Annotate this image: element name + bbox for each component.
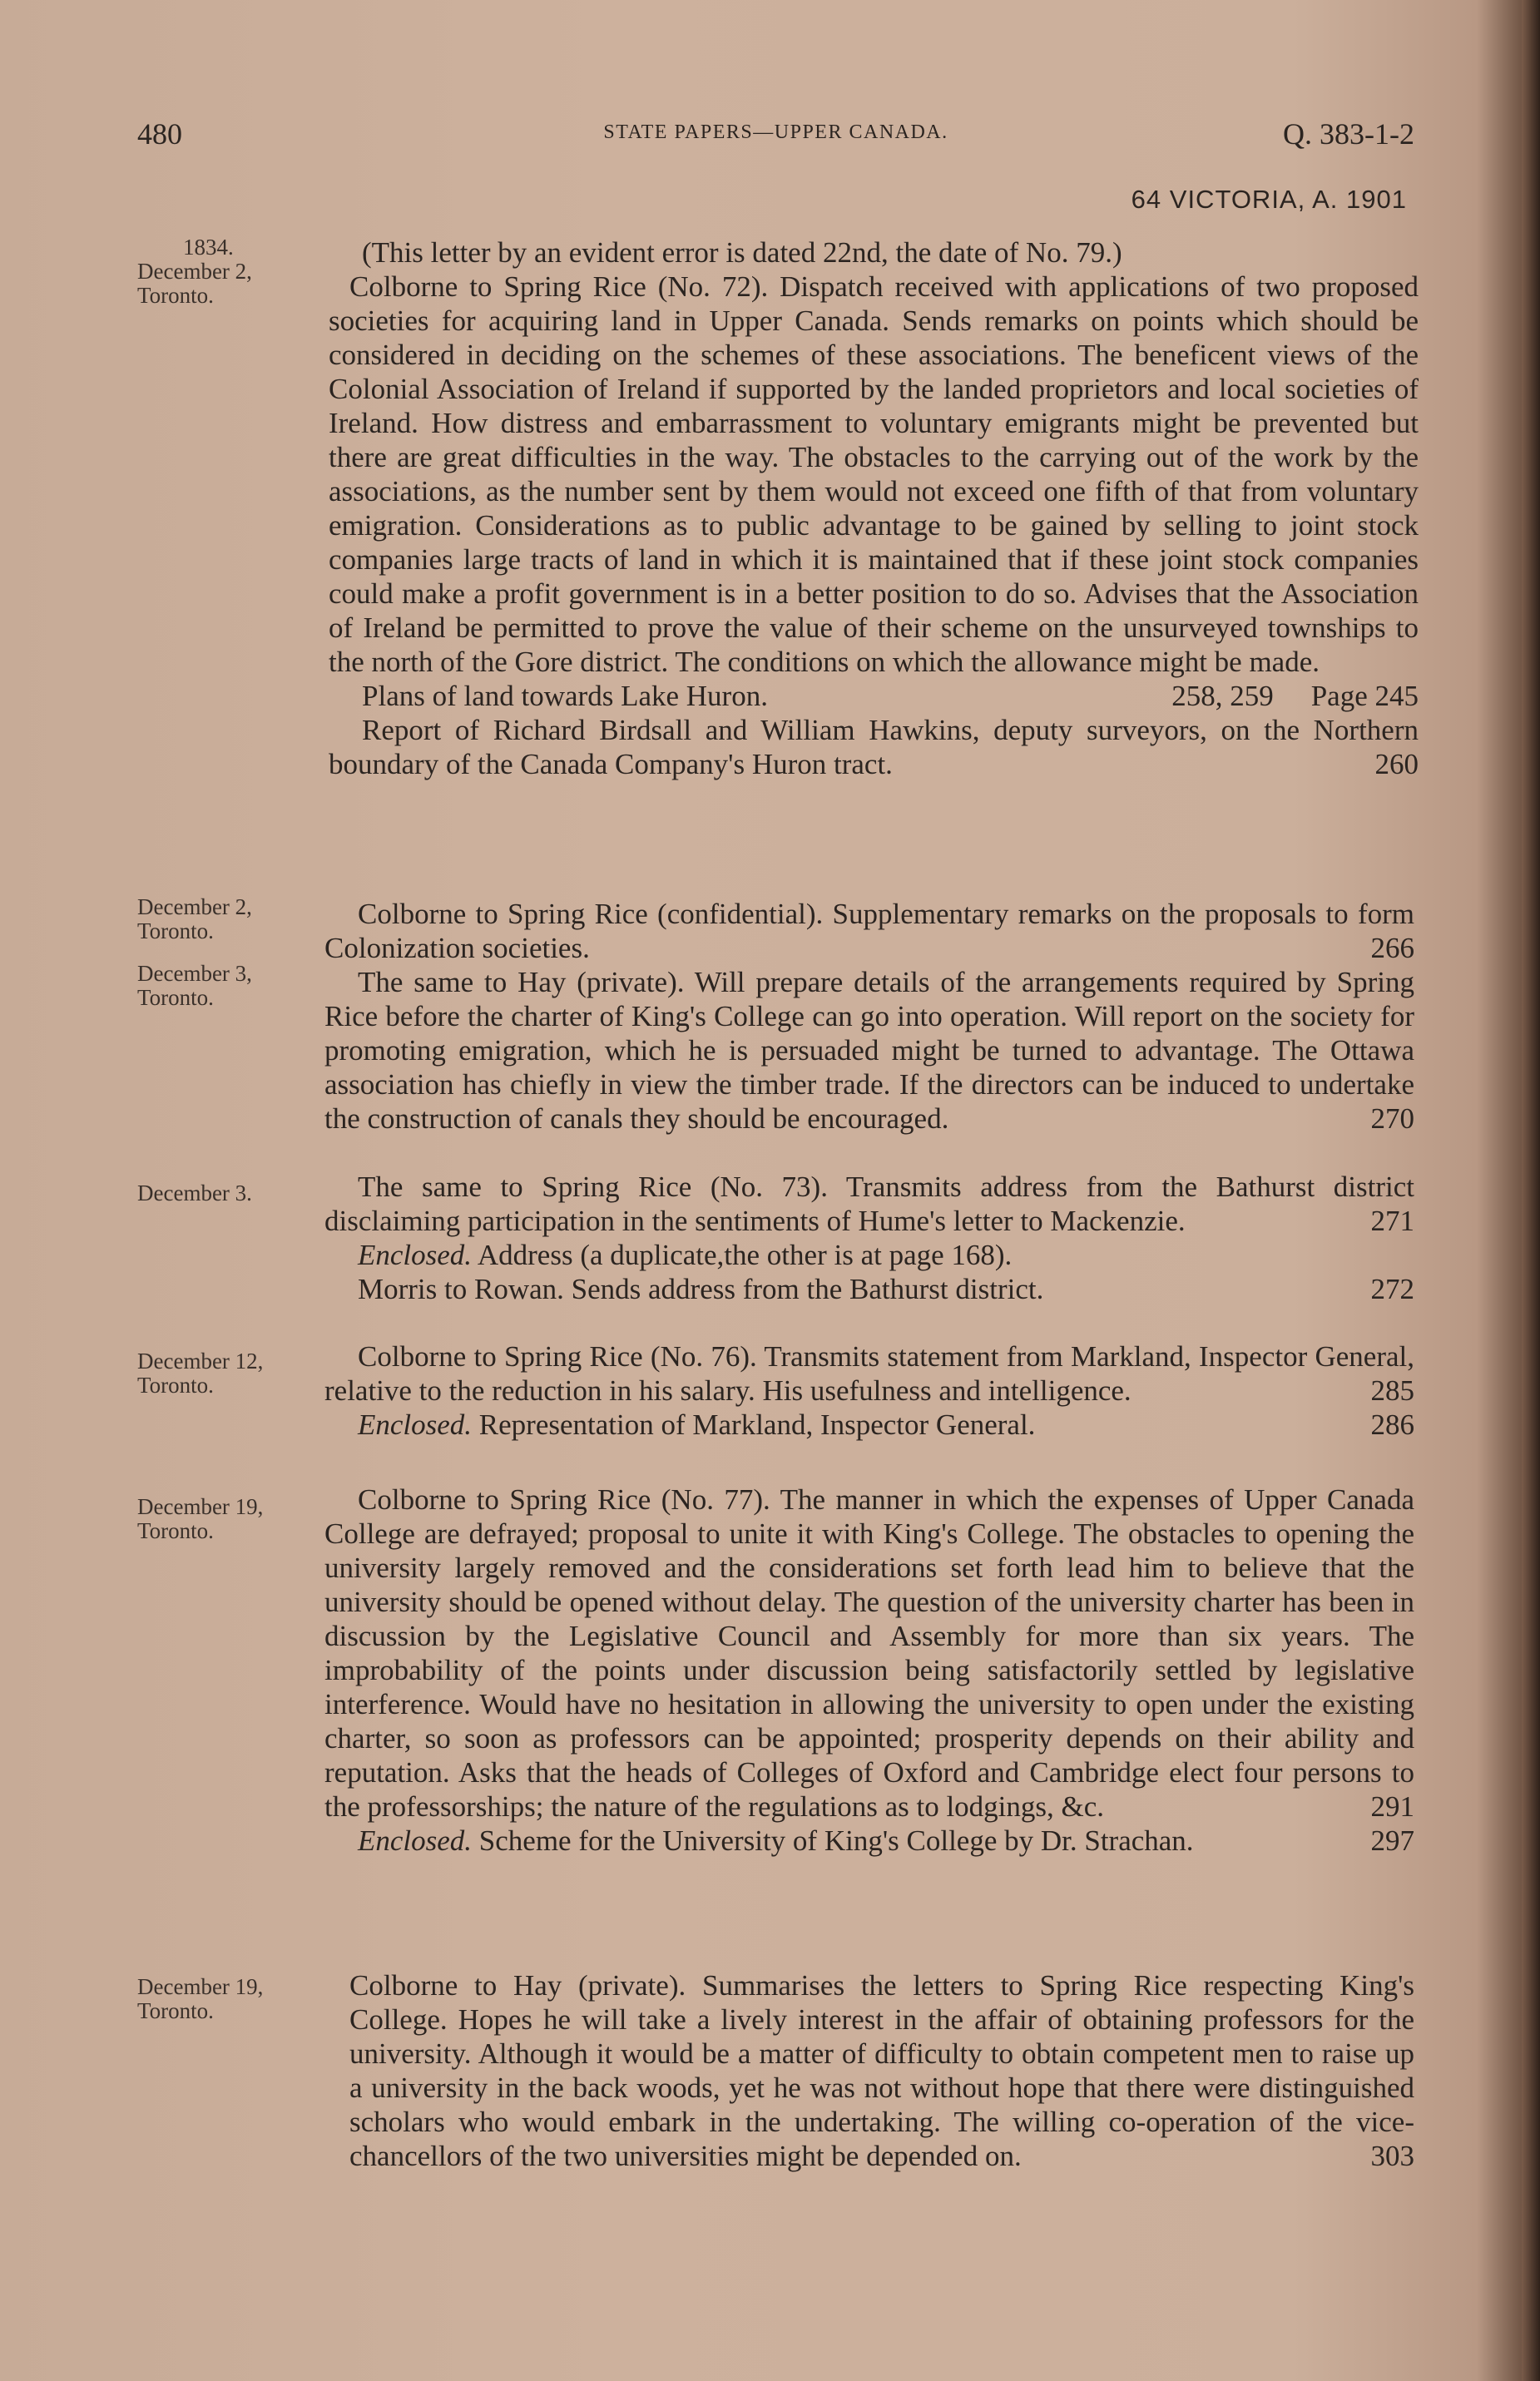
paragraph: Plans of land towards Lake Huron. 258, 259 xyxy=(362,680,1274,712)
page-reference: 271 xyxy=(1370,1205,1414,1237)
page-edge-shadow xyxy=(1522,0,1540,2381)
paragraph: Enclosed. Representation of Markland, Inspector General. 286 xyxy=(358,1408,1414,1441)
margin-date: December 2, Toronto. xyxy=(137,894,252,943)
paragraph: Colborne to Spring Rice (No. 77). The manner in which the expenses of Upper Canada College are defrayed; proposal to unite it with King's College. The obstacles to opening the university largely removed and the considerations set forth lead him to believe that the university should be opened without delay. The question of the university charter has been in discussion by the Legislative Council and Assembly for more than six years. The improbability of the points under discussion being satisfactorily settled by legislative interference. Would have no hesitation in allowing the university to open under the existing charter, so soon as professors can be appointed; prosperity depends on their ability and reputation. Asks that the heads of Colleges of Oxford and Cambridge elect four persons to the professorships; the nature of the regulations as to lodgings, &c. 291 xyxy=(324,1483,1414,1823)
paragraph: (This letter by an evident error is dated 22nd, the date of No. 79.) xyxy=(362,236,1122,269)
calendar-entry xyxy=(324,965,1414,1136)
reference-code: Q. 383-1-2 xyxy=(1283,117,1414,151)
paragraph: The same to Spring Rice (No. 73). Transmits address from the Bathurst district disclaiming participation in the sentiments of Hume's letter to Mackenzie. 271 xyxy=(324,1171,1414,1237)
paragraph: Colborne to Spring Rice (confidential). Supplementary remarks on the proposals to form Colonization societies. 266 xyxy=(324,898,1414,964)
margin-date: December 19, Toronto. xyxy=(137,1494,264,1543)
paragraph: Colborne to Spring Rice (No. 76). Transmits statement from Markland, Inspector General, relative to the reduction in his salary. His usefulness and intelligence. 285 xyxy=(324,1340,1414,1407)
calendar-entry xyxy=(324,1968,1414,2173)
paragraph: Morris to Rowan. Sends address from the Bathurst district. 272 xyxy=(358,1273,1414,1305)
page-number: 480 xyxy=(137,117,182,151)
margin-date: December 12, Toronto. xyxy=(137,1349,264,1398)
running-title: STATE PAPERS—UPPER CANADA. xyxy=(603,121,948,143)
page-reference: 297 xyxy=(1370,1824,1414,1857)
enclosed-label: Enclosed. xyxy=(358,1408,473,1441)
calendar-entry xyxy=(324,1483,1414,1858)
page-reference: 260 xyxy=(1374,748,1419,780)
volume-subheader: 64 VICTORIA, A. 1901 xyxy=(1131,185,1407,214)
paragraph: The same to Hay (private). Will prepare details of the arrangements required by Spring Rice before the charter of King's College can go into operation. Will report on the society for promoting emigration, which he is persuaded might be turned to advantage. The Ottawa association has chiefly in view the timber trade. If the directors can be induced to undertake the construction of canals they should be encouraged. 270 xyxy=(324,966,1414,1135)
margin-date: December 3, Toronto. xyxy=(137,961,252,1010)
page-reference: Page 245 xyxy=(1310,680,1419,712)
paragraph: Report of Richard Birdsall and William Hawkins, deputy surveyors, on the Northern boundary of the Canada Company's Huron tract. 260 xyxy=(329,714,1419,780)
page-reference: 303 xyxy=(1370,2140,1414,2172)
paragraph: Enclosed. Scheme for the University of King's College by Dr. Strachan. 297 xyxy=(358,1824,1414,1857)
calendar-entry xyxy=(324,1339,1414,1442)
calendar-entry xyxy=(324,1170,1414,1306)
paragraph: Enclosed. Address (a duplicate,the other is at page 168). xyxy=(358,1239,1013,1271)
page-reference: 258, 259 xyxy=(1171,680,1274,712)
enclosed-label: Enclosed. xyxy=(358,1824,473,1857)
page-reference: 270 xyxy=(1370,1102,1414,1135)
paragraph: Colborne to Spring Rice (No. 72). Dispatch received with applications of two proposed societies for acquiring land in Upper Canada. Sends remarks on points which should be considered in deciding on the schemes of these associations. The beneficent views of the Colonial Association of Ireland if supported by the landed proprietors and local societies of Ireland. How distress and embarrassment to voluntary emigrants might be prevented but there are great difficulties in the way. The obstacles to the carrying out of the work by the associations, as the number sent by them would not exceed one fifth of that from voluntary emigration. Considerations as to public advantage to be gained by selling to joint stock companies large tracts of land in which it is maintained that if these joint stock companies could make a profit government is in a better position to do so. Advises that the Association of Ireland be permitted to prove the value of their scheme on the unsurveyed townships to the north of the Gore district. The conditions on which the allowance might be made. Page 245 xyxy=(329,270,1419,712)
margin-date: December 19, Toronto. xyxy=(137,1974,264,2023)
running-header xyxy=(137,116,1414,158)
page-reference: 285 xyxy=(1370,1374,1414,1407)
page-reference: 272 xyxy=(1370,1273,1414,1305)
calendar-entry xyxy=(324,897,1414,965)
paragraph: Colborne to Hay (private). Summarises the letters to Spring Rice respecting King's College. Hopes he will take a lively interest in the affair of obtaining professors for the university. Although it would be a matter of difficulty to obtain competent men to raise up a university in the back woods, yet he was not without hope that there were distinguished scholars who would embark in the undertaking. The willing co-operation of the vice-chancellors of the two universities might be depended on. 303 xyxy=(349,1969,1414,2172)
margin-date: December 3. xyxy=(137,1181,252,1205)
margin-date: 1834. December 2, Toronto. xyxy=(137,235,252,308)
page-reference: 266 xyxy=(1370,932,1414,964)
page-reference: 291 xyxy=(1370,1790,1414,1823)
enclosed-label: Enclosed. xyxy=(358,1239,473,1271)
page-reference: 286 xyxy=(1370,1408,1414,1441)
calendar-entry xyxy=(329,235,1419,781)
